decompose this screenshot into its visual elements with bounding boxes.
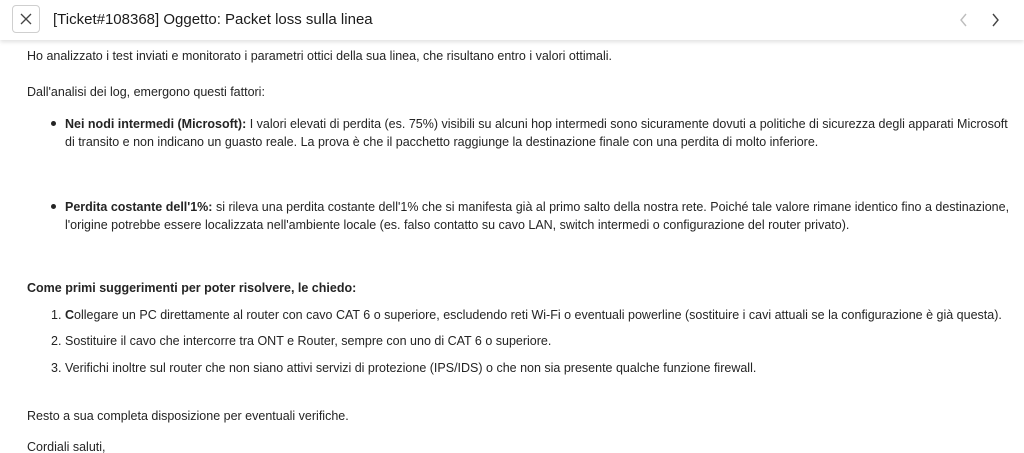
close-button[interactable] [12, 5, 40, 33]
list-number: 3. [51, 361, 62, 375]
intro-paragraph: Ho analizzato i test inviati e monitorato i parametri ottici della sua linea, che risultano entro i valori ottimali. [27, 49, 612, 63]
factors-intro: Dall'analisi dei log, emergono questi fattori: [27, 85, 265, 99]
closing-paragraph: Resto a sua completa disposizione per eventuali verifiche. [27, 409, 349, 423]
suggestion-item-2: Sostituire il cavo che intercorre tra ONT e Router, sempre con uno di CAT 6 o superiore. [65, 334, 552, 348]
signoff: Cordiali saluti, [27, 440, 106, 453]
list-number: 2. [51, 334, 62, 348]
suggestions-heading: Come primi suggerimenti per poter risolvere, le chiedo: [27, 281, 357, 295]
bullet-bold: Nei nodi intermedi (Microsoft): [65, 117, 247, 131]
suggestion-item-1: Collegare un PC direttamente al router con cavo CAT 6 o superiore, escludendo reti Wi-Fi o eventuali powerline (sostituire i cavi attuali se la configurazione è già questa). [65, 308, 1002, 322]
message-body [0, 40, 1024, 453]
ticket-header [0, 0, 1024, 40]
previous-button[interactable] [954, 10, 974, 30]
page-title: [Ticket#108368] Oggetto: Packet loss sulla linea [53, 11, 373, 28]
bullet-dot [51, 121, 56, 126]
suggestion-item-3: Verifichi inoltre sul router che non siano attivi servizi di protezione (IPS/IDS) o che non sia presente qualche funzione firewall. [65, 361, 757, 375]
list-number: 1. [51, 308, 62, 322]
bullet-item-nodes [65, 115, 1010, 151]
bullet-item-loss [65, 198, 1010, 234]
chevron-left-icon [959, 13, 968, 27]
next-button[interactable] [986, 10, 1006, 30]
bullet-text: si rileva una perdita costante dell'1% che si manifesta già al primo salto della nostra rete. Poiché tale valore rimane identico fino a destinazione, l'origine potrebbe essere localizzata nell'ambiente locale (es. falso contatto su cavo LAN, switch intermedi o configurazione del router privato). [65, 200, 1010, 232]
bullet-dot [51, 204, 56, 209]
close-icon [20, 13, 32, 25]
chevron-right-icon [991, 13, 1000, 27]
bullet-bold: Perdita costante dell'1%: [65, 200, 213, 214]
bullet-text: I valori elevati di perdita (es. 75%) visibili su alcuni hop intermedi sono sicuramente dovuti a politiche di sicurezza degli apparati Microsoft di transito e non indicano un guasto reale. La prova è che il pacchetto raggiunge la destinazione finale con una perdita di molto inferiore. [65, 117, 1008, 149]
